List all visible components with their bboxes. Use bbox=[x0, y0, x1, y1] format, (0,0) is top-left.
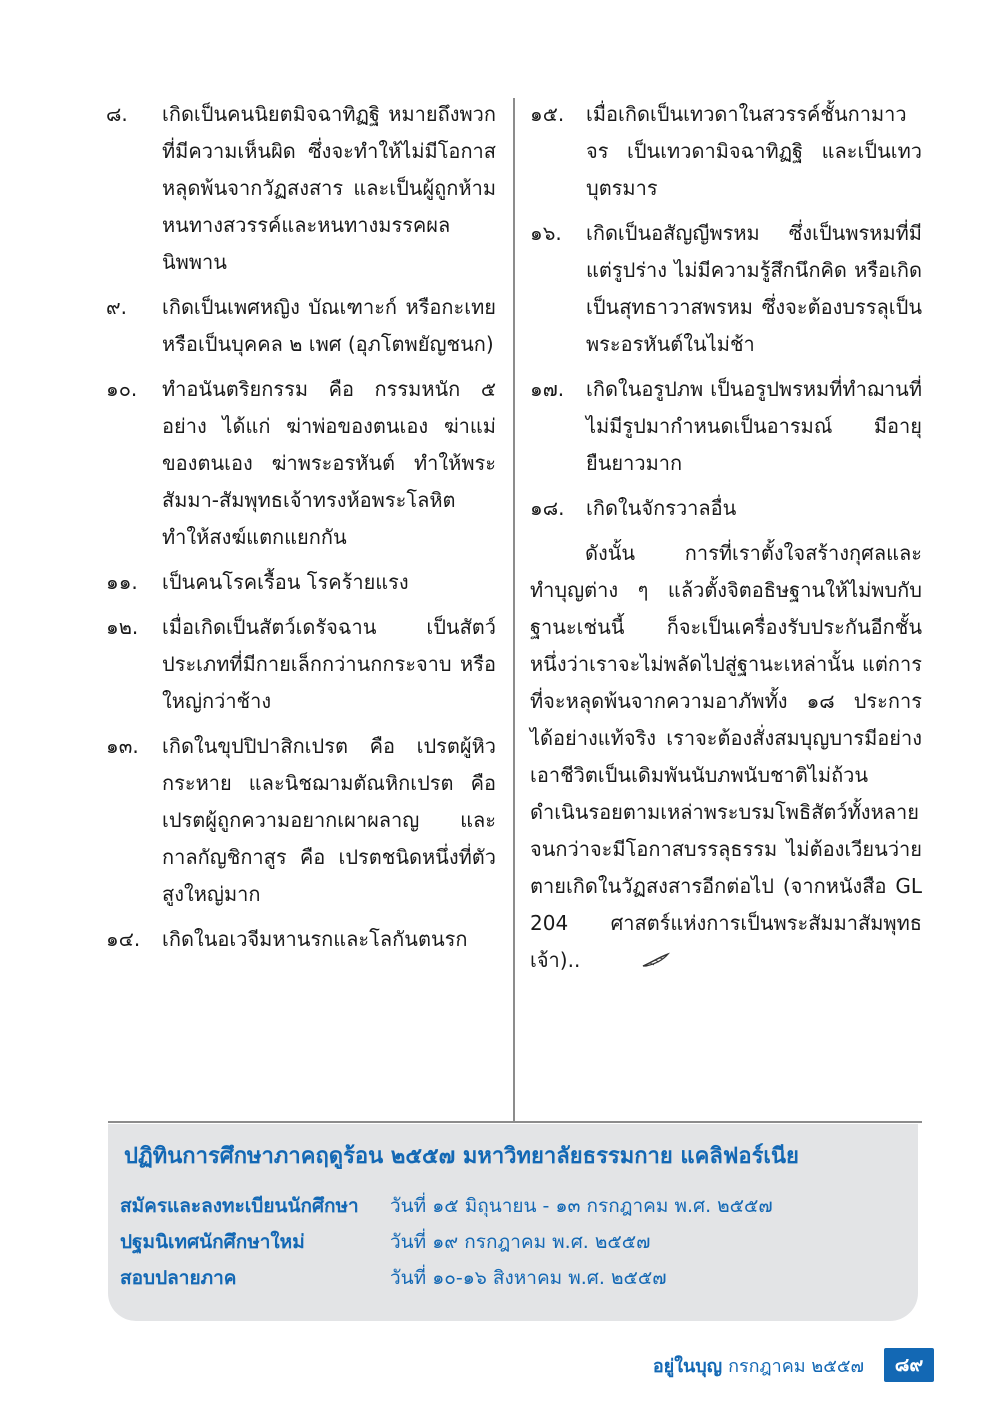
calendar-label: สมัครและลงทะเบียนนักศึกษา bbox=[120, 1195, 359, 1217]
item-text: เกิดในขุปปิปาสิกเปรต คือ เปรตผู้หิวกระหาย และนิชฌามตัณหิกเปรต คือ เปรตผู้ถูกความอยากเผาผลาญ และกาลกัญชิกาสูร คือ เปรตชนิดหนึ่งที่ตัวสูงใหญ่มาก bbox=[162, 734, 496, 906]
issue-date: กรกฎาคม ๒๕๕๗ bbox=[728, 1355, 864, 1377]
item-number: ๑๓. bbox=[106, 734, 139, 758]
list-item-12 bbox=[106, 609, 496, 720]
left-column bbox=[106, 96, 496, 966]
closing-paragraph-text: ดังนั้น การที่เราตั้งใจสร้างกุศลและทำบุญต่าง ๆ แล้วตั้งจิตอธิษฐานให้ไม่พบกับฐานะเช่นนี้ ก็จะเป็นเครื่องรับประกันอีกชั้นหนึ่งว่าเราจะไม่พลัดไปสู่ฐานะเหล่านั้น แต่การที่จะหลุดพ้นจากความอาภัพทั้ง ๑๘ ประการ ได้อย่างแท้จริง เราจะต้องสั่งสมบุญบารมีอย่างเอาชีวิตเป็นเดิมพันนับภพนับชาติไม่ถ้วน ดำเนินรอยตามเหล่าพระบรมโพธิสัตว์ทั้งหลาย จนกว่าจะมีโอกาสบรรลุธรรม ไม่ต้องเวียนว่ายตายเกิดในวัฏสงสารอีกต่อไป (จากหนังสือ GL 204 ศาสตร์แห่งการเป็นพระสัมมาสัมพุทธเจ้า).. bbox=[530, 541, 922, 972]
item-text: เกิดในอรูปภพ เป็นอรูปพรหมที่ทำฌานที่ไม่มีรูปมากำหนดเป็นอารมณ์ มีอายุยืนยาวมาก bbox=[586, 377, 922, 475]
magazine-name: อยู่ในบุญ bbox=[652, 1355, 723, 1377]
calendar-label: สอบปลายภาค bbox=[120, 1267, 237, 1289]
calendar-row-final-exam bbox=[120, 1260, 906, 1296]
item-text: ทำอนันตริยกรรม คือ กรรมหนัก ๕ อย่าง ได้แก่ ฆ่าพ่อของตนเอง ฆ่าแม่ของตนเอง ฆ่าพระอรหันต์ ทำให้พระสัมมา-สัมพุทธเจ้าทรงห้อพระโลหิต ทำให้สงฆ์แตกแยกกัน bbox=[162, 377, 496, 549]
closing-paragraph bbox=[530, 535, 922, 980]
section-divider bbox=[108, 1121, 922, 1123]
item-number: ๑๘. bbox=[530, 496, 565, 520]
list-item-8 bbox=[106, 96, 496, 281]
item-number: ๑๖. bbox=[530, 221, 562, 245]
calendar-row-registration bbox=[120, 1188, 906, 1224]
list-item-13 bbox=[106, 728, 496, 913]
item-text: เกิดเป็นเพศหญิง บัณเฑาะก์ หรือกะเทยหรือเป็นบุคคล ๒ เพศ (อุภโตพยัญชนก) bbox=[162, 295, 496, 356]
list-item-16 bbox=[530, 215, 922, 363]
item-number: ๑๕. bbox=[530, 102, 565, 126]
item-number: ๑๑. bbox=[106, 570, 138, 594]
list-item-15 bbox=[530, 96, 922, 207]
item-text: เกิดเป็นอสัญญีพรหม ซึ่งเป็นพรหมที่มีแต่รูปร่าง ไม่มีความรู้สึกนึกคิด หรือเกิดเป็นสุทธาวาสพรหม ซึ่งจะต้องบรรลุเป็นพระอรหันต์ในไม่ช้า bbox=[586, 221, 922, 356]
item-text: เมื่อเกิดเป็นเทวดาในสวรรค์ชั้นกามาวจร เป็นเทวดามิจฉาทิฏฐิ และเป็นเทวบุตรมาร bbox=[586, 102, 922, 200]
item-number: ๘. bbox=[106, 102, 128, 126]
list-item-17 bbox=[530, 371, 922, 482]
academic-calendar-box bbox=[108, 1124, 918, 1321]
list-item-18 bbox=[530, 490, 922, 527]
item-number: ๑๐. bbox=[106, 377, 138, 401]
item-text: เมื่อเกิดเป็นสัตว์เดรัจฉาน เป็นสัตว์ประเภทที่มีกายเล็กกว่านกกระจาบ หรือใหญ่กว่าช้าง bbox=[162, 615, 496, 713]
column-divider bbox=[513, 98, 515, 1122]
item-text: เป็นคนโรคเรื้อน โรคร้ายแรง bbox=[162, 570, 409, 594]
page-number-badge: ๘๙ bbox=[884, 1348, 934, 1382]
list-item-14 bbox=[106, 921, 496, 958]
item-text: เกิดเป็นคนนิยตมิจฉาทิฏฐิ หมายถึงพวกที่มีความเห็นผิด ซึ่งจะทำให้ไม่มีโอกาสหลุดพ้นจากวัฏสงสาร และเป็นผู้ถูกห้ามหนทางสวรรค์และหนทางมรรคผล นิพพาน bbox=[162, 102, 496, 274]
item-number: ๑๔. bbox=[106, 927, 141, 951]
list-item-9 bbox=[106, 289, 496, 363]
item-text: เกิดในอเวจีมหานรกและโลกันตนรก bbox=[162, 927, 468, 951]
calendar-row-orientation bbox=[120, 1224, 906, 1260]
calendar-date: วันที่ ๑๐-๑๖ สิงหาคม พ.ศ. ๒๕๕๗ bbox=[390, 1267, 667, 1289]
right-column bbox=[530, 96, 922, 980]
list-item-11 bbox=[106, 564, 496, 601]
item-number: ๙. bbox=[106, 295, 128, 319]
calendar-title: ปฏิทินการศึกษาภาคฤดูร้อน ๒๕๕๗ มหาวิทยาลัยธรรมกาย แคลิฟอร์เนีย bbox=[124, 1144, 799, 1169]
feather-end-mark-icon bbox=[586, 943, 671, 980]
item-number: ๑๒. bbox=[106, 615, 139, 639]
calendar-label: ปฐมนิเทศนักศึกษาใหม่ bbox=[120, 1231, 305, 1253]
page-footer bbox=[653, 1348, 934, 1382]
calendar-date: วันที่ ๑๕ มิถุนายน - ๑๓ กรกฎาคม พ.ศ. ๒๕๕๗ bbox=[390, 1195, 773, 1217]
list-item-10 bbox=[106, 371, 496, 556]
item-text: เกิดในจักรวาลอื่น bbox=[586, 496, 737, 520]
item-number: ๑๗. bbox=[530, 377, 565, 401]
calendar-date: วันที่ ๑๙ กรกฎาคม พ.ศ. ๒๕๕๗ bbox=[390, 1231, 651, 1253]
